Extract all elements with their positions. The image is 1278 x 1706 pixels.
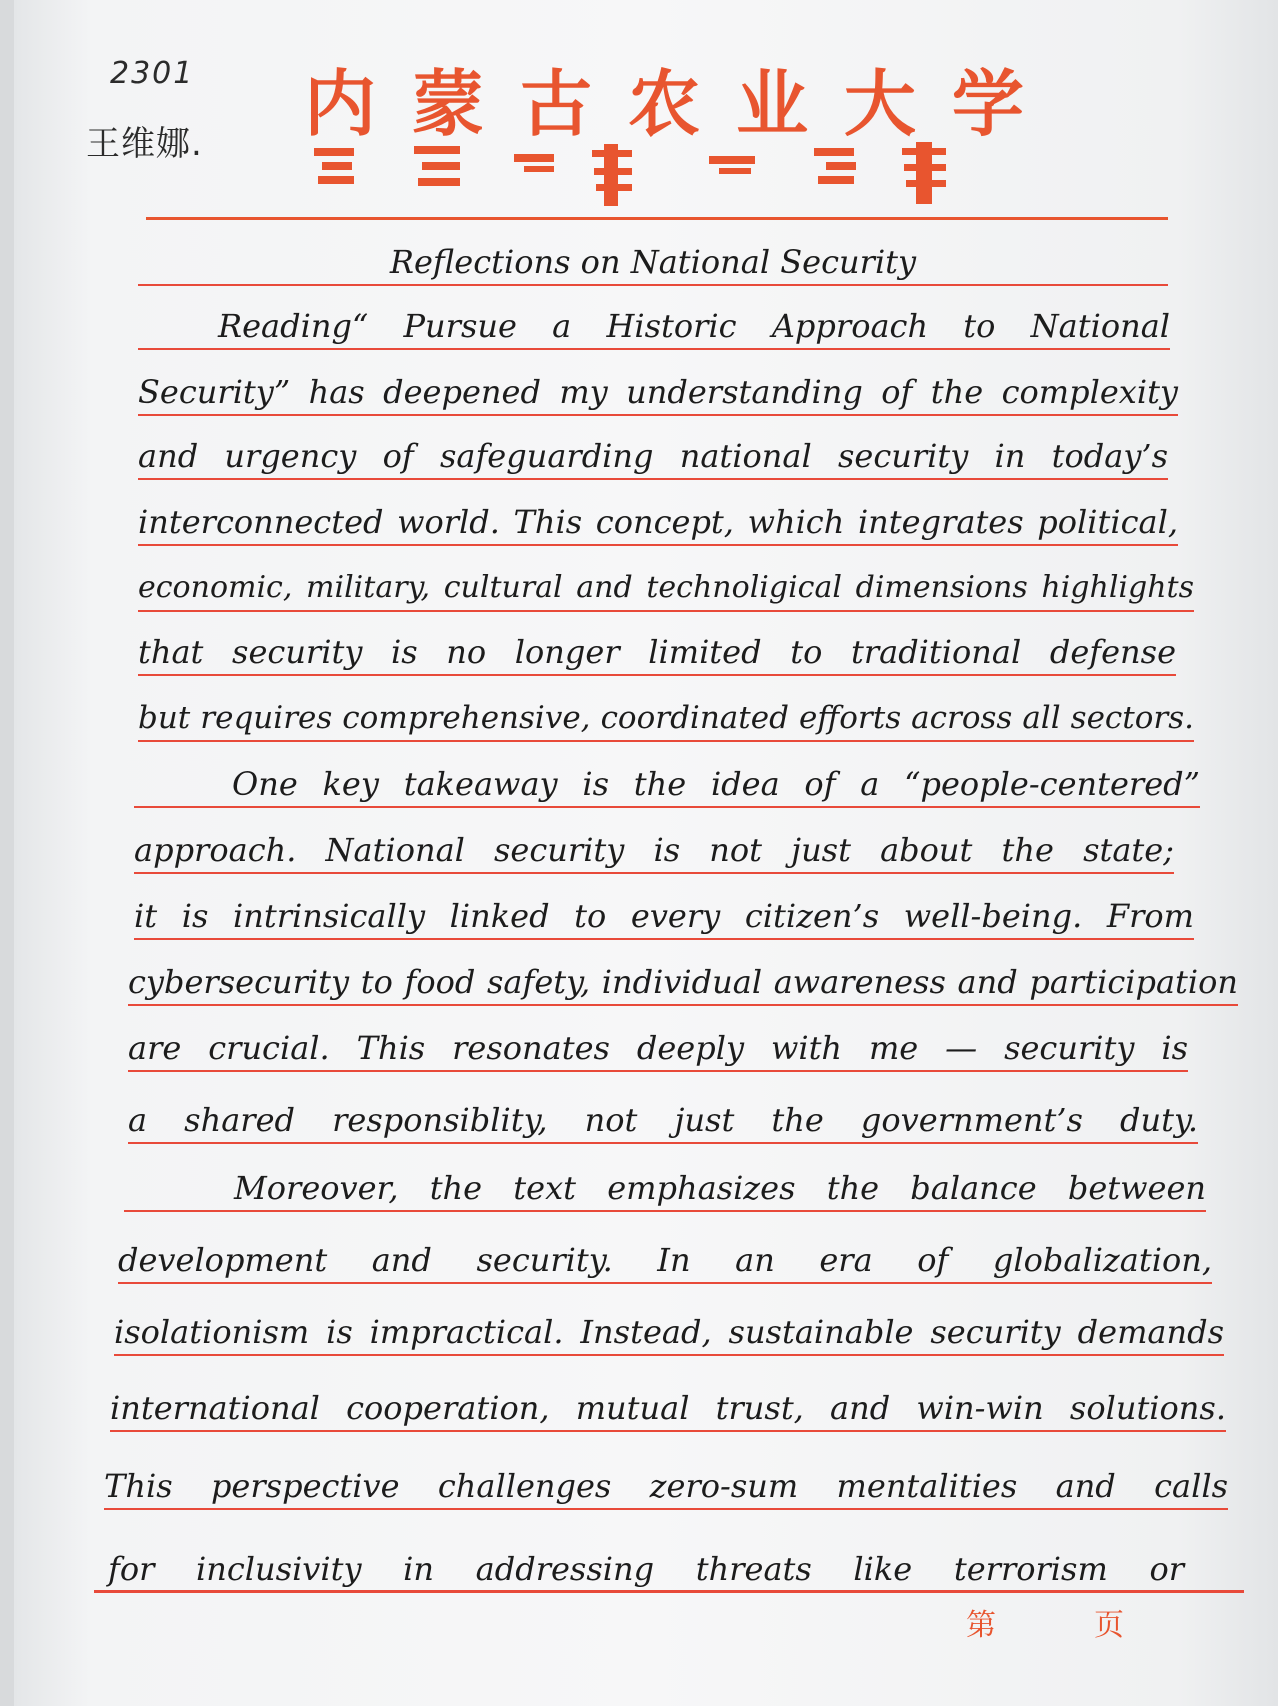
ruled-line bbox=[138, 307, 1170, 350]
student-name: 王维娜. bbox=[86, 124, 203, 164]
essay-line: approach. National security is not just about the state; bbox=[134, 831, 1174, 869]
header-rule bbox=[146, 217, 1168, 220]
ruled-line bbox=[134, 765, 1200, 808]
essay-line: and urgency of safeguarding national security in today’s bbox=[138, 437, 1168, 475]
essay-line: that security is no longer limited to traditional defense bbox=[138, 633, 1176, 671]
essay-line: economic, military, cultural and technoligical dimensions highlights bbox=[138, 570, 1194, 605]
ruled-line bbox=[134, 897, 1194, 940]
essay-line: Reading“ Pursue a Historic Approach to National bbox=[218, 307, 1170, 345]
ruled-line bbox=[138, 243, 1168, 286]
ruled-line bbox=[128, 1029, 1188, 1072]
notebook-page bbox=[14, 0, 1278, 1706]
ruled-line bbox=[128, 963, 1238, 1006]
essay-line: for inclusivity in addressing threats like terrorism or bbox=[108, 1550, 1184, 1588]
ruled-line bbox=[124, 1169, 1206, 1212]
ruled-line bbox=[138, 570, 1194, 612]
essay-line: This perspective challenges zero-sum mentalities and calls bbox=[104, 1467, 1228, 1505]
ruled-line bbox=[128, 1101, 1198, 1144]
ruled-line bbox=[138, 633, 1176, 676]
ruled-line bbox=[114, 1313, 1224, 1356]
masthead-char: 学 bbox=[951, 61, 1024, 146]
essay-line: Moreover, the text emphasizes the balance between bbox=[234, 1169, 1206, 1207]
essay-line: a shared responsiblity, not just the government’s duty. bbox=[128, 1101, 1198, 1139]
masthead-char: 大 bbox=[843, 61, 916, 146]
ruled-line bbox=[118, 1241, 1212, 1284]
essay-line: cybersecurity to food safety, individual awareness and participation bbox=[128, 963, 1238, 1001]
masthead-char: 农 bbox=[627, 61, 700, 146]
essay-line: are crucial. This resonates deeply with me — security is bbox=[128, 1029, 1188, 1067]
masthead-char: 内 bbox=[304, 61, 377, 146]
class-number: 2301 bbox=[110, 56, 195, 91]
essay-line: but requires comprehensive, coordinated efforts across all sectors. bbox=[138, 700, 1194, 736]
ruled-line bbox=[138, 700, 1194, 742]
masthead-char: 蒙 bbox=[411, 61, 484, 146]
ruled-line bbox=[110, 1389, 1226, 1432]
ruled-line bbox=[138, 503, 1178, 546]
university-masthead bbox=[304, 46, 1024, 150]
essay-line: One key takeaway is the idea of a “people-centered” bbox=[232, 765, 1200, 803]
essay-line: Security” has deepened my understanding of the complexity bbox=[138, 373, 1178, 411]
essay-line: international cooperation, mutual trust, and win-win solutions. bbox=[110, 1389, 1226, 1427]
essay-line: isolationism is impractical. Instead, sustainable security demands bbox=[114, 1313, 1224, 1351]
page-label-di: 第 bbox=[966, 1608, 996, 1643]
ruled-line bbox=[104, 1467, 1228, 1510]
mongolian-script-logo bbox=[314, 140, 1004, 206]
ruled-line bbox=[138, 437, 1168, 480]
essay-title: Reflections on National Security bbox=[389, 243, 917, 281]
ruled-line bbox=[138, 373, 1178, 416]
essay-line: it is intrinsically linked to every citizen’s well-being. From bbox=[134, 897, 1194, 935]
masthead-char: 古 bbox=[519, 61, 592, 146]
essay-line: development and security. In an era of globalization, bbox=[118, 1241, 1212, 1279]
masthead-char: 业 bbox=[735, 61, 808, 146]
page-label-ye: 页 bbox=[1094, 1608, 1124, 1643]
ruled-line bbox=[94, 1550, 1244, 1593]
essay-line: interconnected world. This concept, which integrates political, bbox=[138, 503, 1178, 541]
ruled-line bbox=[134, 831, 1174, 874]
